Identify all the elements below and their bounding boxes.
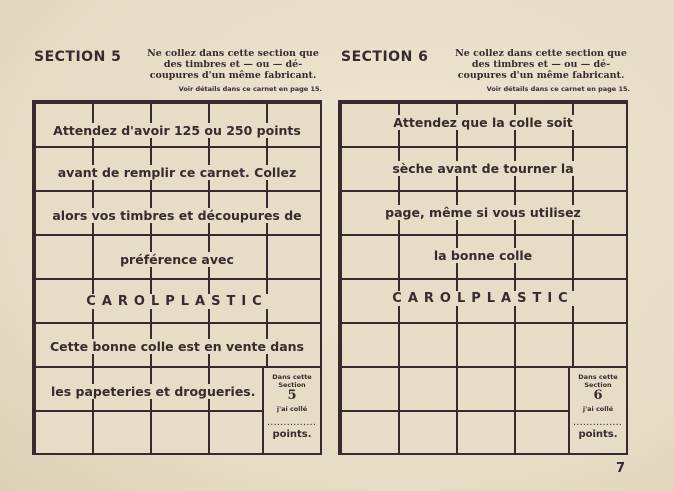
section-5-brand-text: CAROLPLASTIC [83, 294, 270, 309]
section-6-stamp-grid [338, 100, 628, 455]
section-5-row [34, 150, 320, 194]
section-5-row [34, 324, 320, 368]
section-5-row-text: Attendez d'avoir 125 ou 250 points [50, 123, 304, 138]
section-6-brand-text: CAROLPLASTIC [389, 291, 576, 306]
section-6-points-box [568, 366, 626, 455]
section-5-row-text: alors vos timbres et découpures de [49, 208, 304, 223]
section-5-row-text: Cette bonne colle est en vente dans [47, 339, 307, 354]
section-5-title: SECTION 5 [34, 49, 122, 65]
points-box-points: points. [272, 429, 312, 440]
section-6-row-text: Attendez que la colle soit [390, 115, 576, 130]
section-6-row-text: page, même si vous utilisez [382, 205, 584, 220]
section-5-row-text: préférence avec [117, 252, 237, 267]
section-5-row-text: avant de remplir ce carnet. Collez [55, 165, 300, 180]
section-5-points-box [262, 366, 320, 455]
section-6-title: SECTION 6 [341, 49, 429, 65]
points-box-section-number: 6 [593, 388, 603, 403]
section-5-brand [34, 279, 320, 323]
section-6-row-text: sèche avant de tourner la [389, 161, 576, 176]
section-6-row [340, 190, 626, 234]
section-5-row [34, 193, 320, 237]
section-6-brand [340, 276, 626, 320]
section-6-row [340, 146, 626, 190]
page-number: 7 [616, 461, 626, 476]
points-box-label: Section [584, 381, 612, 389]
section-5-detail: Voir détails dans ce carnet en page 15. [178, 85, 322, 93]
points-box-blank: ............... [267, 420, 317, 427]
section-6-row [340, 233, 626, 277]
points-box-label: j'ai collé [582, 405, 614, 413]
section-5-row-text: les papeteries et drogueries. [48, 384, 258, 399]
section-6-row-text: la bonne colle [431, 248, 535, 263]
section-6-detail: Voir détails dans ce carnet en page 15. [486, 85, 630, 93]
points-box-label: Dans cette [578, 373, 618, 381]
section-5-row [34, 237, 320, 281]
points-box-points: points. [578, 429, 618, 440]
section-5-stamp-grid [32, 100, 322, 455]
points-box-blank: ............... [573, 420, 623, 427]
points-box-label: Dans cette [272, 373, 312, 381]
section-6-note: Ne collez dans cette section que des timbres et — ou — dé-coupures d'un même fabricant. [455, 48, 627, 81]
section-5-note: Ne collez dans cette section que des timbres et — ou — dé-coupures d'un même fabricant. [147, 48, 319, 81]
section-5-row [34, 108, 320, 152]
points-box-label: j'ai collé [276, 405, 308, 413]
section-6-row [340, 100, 626, 144]
points-box-section-number: 5 [287, 388, 297, 403]
points-box-label: Section [278, 381, 306, 389]
